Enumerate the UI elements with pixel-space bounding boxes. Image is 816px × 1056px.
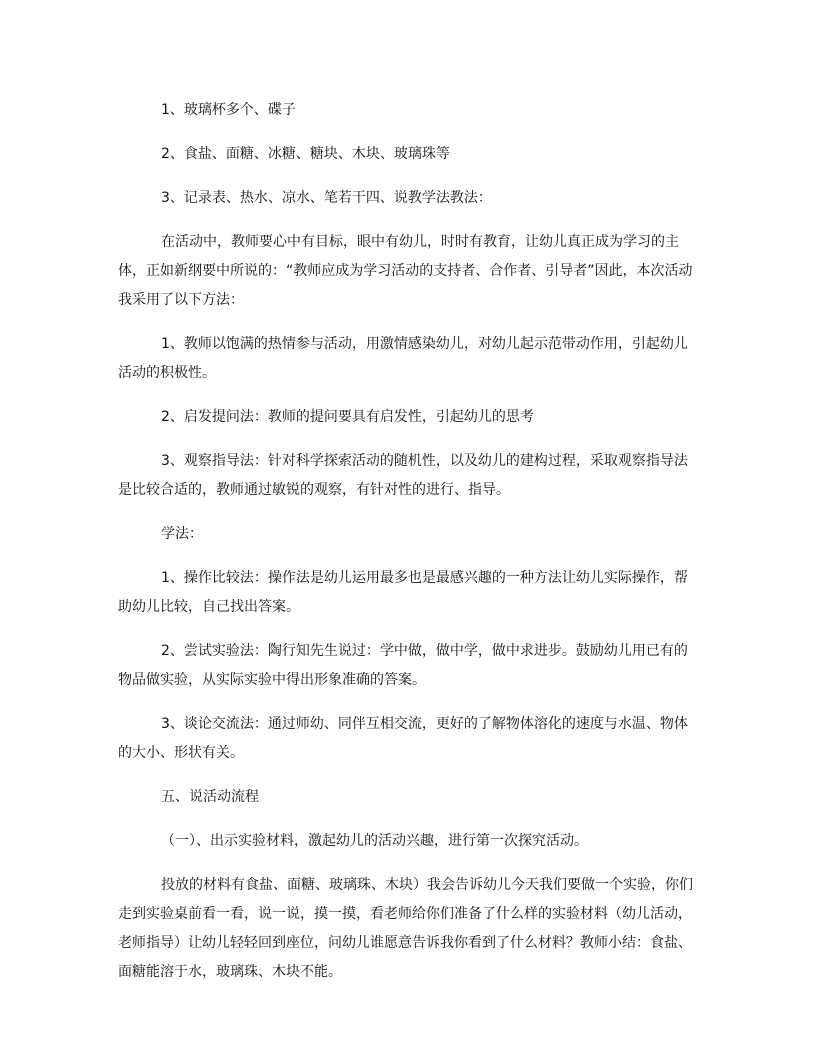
paragraph-learning-heading: 学法： <box>161 526 203 542</box>
paragraph-activity-description: 投放的材料有食盐、面糖、玻璃珠、木块）我会告诉幼儿今天我们要做一个实验，你们走到实验桌前看一看，说一说，摸一摸，看老师给你们准备了什么样的实验材料（幼儿活动，老师指导）让幼儿轻轻回到座位，问幼儿谁愿意告诉我你看到了什么材料？教师小结：食盐、面糖能溶于水，玻璃珠、木块不能。 <box>118 877 693 980</box>
paragraph-learning-2: 2、尝试实验法：陶行知先生说过：学中做，做中学，做中求进步。鼓励幼儿用已有的物品做实验，从实际实验中得出形象准确的答案。 <box>118 643 688 688</box>
paragraph-method-1: 1、教师以饱满的热情参与活动，用激情感染幼儿，对幼儿起示范带动作用，引起幼儿活动的积极性。 <box>118 336 688 381</box>
paragraph-materials-2: 2、食盐、面糖、冰糖、糖块、木块、玻璃珠等 <box>161 146 450 162</box>
subsection-heading-1: （一）、出示实验材料，激起幼儿的活动兴趣，进行第一次探究活动。 <box>161 833 588 849</box>
document-body <box>118 96 698 1002</box>
paragraph-materials-3: 3、记录表、热水、凉水、笔若干四、说教学法教法： <box>161 190 492 206</box>
paragraph-learning-1: 1、操作比较法：操作法是幼儿运用最多也是最感兴趣的一种方法让幼儿实际操作，帮助幼儿比较，自己找出答案。 <box>118 570 688 615</box>
paragraph-method-3: 3、观察指导法：针对科学探索活动的随机性，以及幼儿的建构过程，采取观察指导法是比较合适的，教师通过敏锐的观察，有针对性的进行、指导。 <box>118 453 688 498</box>
paragraph-learning-3: 3、谈论交流法：通过师幼、同伴互相交流，更好的了解物体溶化的速度与水温、物体的大小、形状有关。 <box>118 716 688 761</box>
paragraph-materials-1: 1、玻璃杯多个、碟子 <box>161 102 296 118</box>
paragraph-method-2: 2、启发提问法：教师的提问要具有启发性，引起幼儿的思考 <box>161 409 534 425</box>
section-heading-activity-flow: 五、说活动流程 <box>161 789 259 805</box>
paragraph-teaching-intro: 在活动中，教师要心中有目标，眼中有幼儿，时时有教育，让幼儿真正成为学习的主体，正如新纲要中所说的：“教师应成为学习活动的支持者、合作者、引导者”因此，本次活动我采用了以下方法： <box>118 234 693 308</box>
